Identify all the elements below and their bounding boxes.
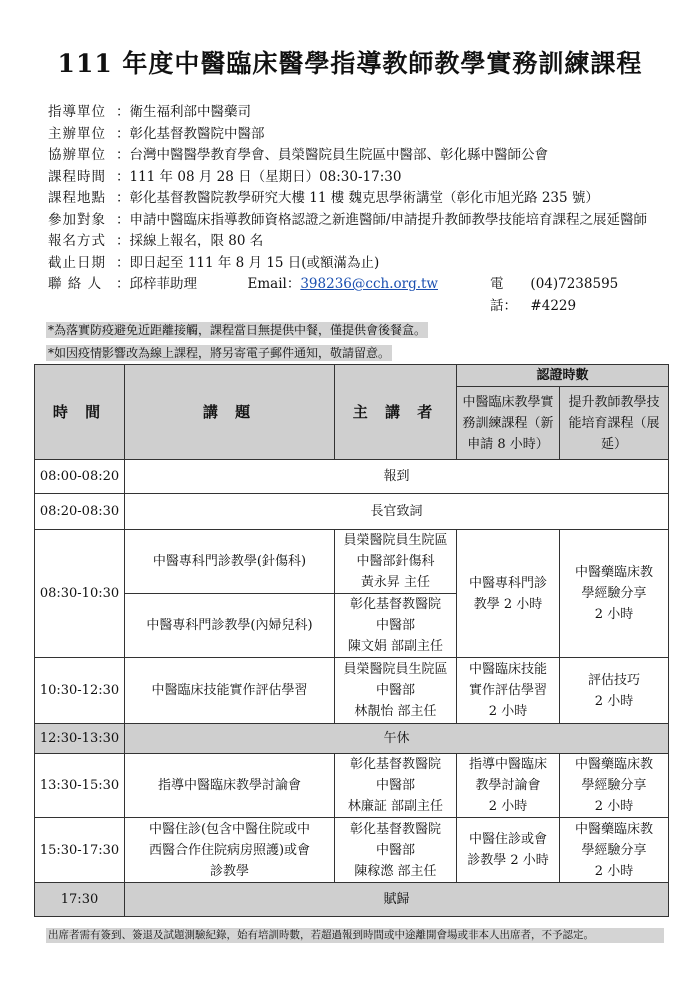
info-row: 指導單位 ： 衛生福利部中醫藥司 <box>48 102 668 124</box>
info-label: 參加對象 <box>48 211 106 228</box>
info-label: 課程地點 <box>48 190 106 206</box>
row-topic: 長官致詞 <box>125 494 669 530</box>
info-row: 課程地點 ： 彰化基督教醫院教學研究大樓 11 樓 魏克思學術講堂（彰化市旭光路 235 號） <box>48 188 668 210</box>
row-topic: 中醫專科門診教學(內婦兒科) <box>125 594 335 658</box>
info-label: 報名方式 <box>48 233 106 249</box>
row-cert-extend: 中醫藥臨床教 學經驗分享 2 小時 <box>560 754 669 818</box>
header-cert-hours: 認證時數 <box>457 365 669 387</box>
info-label: 指導單位 <box>48 104 106 120</box>
row-speaker: 彰化基督教醫院 中醫部 陳文娟 部副主任 <box>335 594 457 658</box>
header-cert-extend: 提升教師教學技能培育課程（展延） <box>560 387 669 460</box>
row-topic: 報到 <box>125 460 669 494</box>
phone-number: (04)7238595 #4229 <box>530 276 619 314</box>
row-cert-new: 指導中醫臨床 教學討論會 2 小時 <box>457 754 560 818</box>
note-online: *如因疫情影響改為線上課程，將另寄電子郵件通知，敬請留意。 <box>48 346 391 360</box>
info-label: 協辦單位 <box>48 147 106 163</box>
note-no-lunch: *為落實防疫避免近距離接觸，課程當日無提供中餐，僅提供會後餐盒。 <box>48 323 427 337</box>
footer-note: 出席者需有簽到、簽退及試題測驗紀錄，始有培訓時數，若超過報到時間或中途離開會場或非本人出席者，不予認定。 <box>46 928 664 943</box>
info-value: 彰化基督教醫院教學研究大樓 11 樓 魏克思學術講堂（彰化市旭光路 235 號） <box>129 190 599 206</box>
table-row <box>35 883 669 917</box>
table-row <box>35 818 669 883</box>
contact-label: 聯 絡 人 <box>48 276 103 292</box>
info-value: 彰化基督教醫院中醫部 <box>129 125 265 142</box>
table-row <box>35 724 669 754</box>
info-value: 111 年 08 月 28 日（星期日）08:30-17:30 <box>129 168 402 185</box>
row-speaker: 彰化基督教醫院 中醫部 陳稼滺 部主任 <box>335 818 457 883</box>
info-label: 課程時間 <box>48 168 106 185</box>
email-label: Email： <box>247 276 301 292</box>
info-value: 申請中醫臨床指導教師資格認證之新進醫師/申請提升教師教學技能培育課程之展延醫師 <box>129 211 648 228</box>
table-row <box>35 460 669 494</box>
header-time: 時 間 <box>35 365 125 460</box>
table-row <box>35 530 669 594</box>
row-cert-new: 中醫臨床技能 實作評估學習 2 小時 <box>457 658 560 724</box>
info-row: 參加對象 ： 申請中醫臨床指導教師資格認證之新進醫師/申請提升教師教學技能培育課程之展延醫師 <box>48 210 668 232</box>
contact-name: 邱梓菲助理 <box>129 276 197 292</box>
table-row <box>35 494 669 530</box>
page-title: 111 年度中醫臨床醫學指導教師教學實務訓練課程 <box>57 49 643 78</box>
header-speaker: 主 講 者 <box>335 365 457 460</box>
header-topic: 講 題 <box>125 365 335 460</box>
row-speaker: 員榮醫院員生院區 中醫部針傷科 黃永昇 主任 <box>335 530 457 594</box>
row-time: 08:00-08:20 <box>35 460 125 494</box>
row-cert-extend: 評估技巧 2 小時 <box>560 658 669 724</box>
row-cert-extend: 中醫藥臨床教 學經驗分享 2 小時 <box>560 530 669 658</box>
table-row <box>35 658 669 724</box>
row-speaker: 員榮醫院員生院區 中醫部 林靚怡 部主任 <box>335 658 457 724</box>
row-cert-extend: 中醫藥臨床教 學經驗分享 2 小時 <box>560 818 669 883</box>
row-topic: 賦歸 <box>125 883 669 917</box>
row-time: 12:30-13:30 <box>35 724 125 754</box>
row-time: 10:30-12:30 <box>35 658 125 724</box>
row-cert-new: 中醫專科門診 教學 2 小時 <box>457 530 560 658</box>
info-row: 截止日期 ： 即日起至 111 年 8 月 15 日(或額滿為止) <box>48 253 668 275</box>
row-speaker: 彰化基督教醫院 中醫部 林廉証 部副主任 <box>335 754 457 818</box>
schedule-table <box>34 364 669 917</box>
row-topic: 指導中醫臨床教學討論會 <box>125 754 335 818</box>
header-cert-new: 中醫臨床教學實務訓練課程（新申請 8 小時） <box>457 387 560 460</box>
row-topic: 中醫臨床技能實作評估學習 <box>125 658 335 724</box>
info-value: 衛生福利部中醫藥司 <box>129 104 251 120</box>
row-time: 08:30-10:30 <box>35 530 125 658</box>
table-row <box>35 754 669 818</box>
course-info <box>48 102 668 317</box>
email-link[interactable]: 398236@cch.org.tw <box>300 276 438 292</box>
contact-row: 聯 絡 人 ： 邱梓菲助理 Email： 398236@cch.org.tw 電話： (04)7238595 #4229 <box>48 274 668 317</box>
info-value: 採線上報名，限 80 名 <box>129 233 264 249</box>
row-topic: 中醫專科門診教學(針傷科) <box>125 530 335 594</box>
row-time: 13:30-15:30 <box>35 754 125 818</box>
info-row: 協辦單位 ： 台灣中醫醫學教育學會、員榮醫院員生院區中醫部、彰化縣中醫師公會 <box>48 145 668 167</box>
phone-label: 電話： <box>489 276 517 314</box>
info-label: 截止日期 <box>48 254 106 271</box>
info-label: 主辦單位 <box>48 125 106 142</box>
row-topic: 午休 <box>125 724 669 754</box>
info-row: 主辦單位 ： 彰化基督教醫院中醫部 <box>48 124 668 146</box>
row-cert-new: 中醫住診或會 診教學 2 小時 <box>457 818 560 883</box>
info-value: 即日起至 111 年 8 月 15 日(或額滿為止) <box>129 254 380 271</box>
info-row: 報名方式 ： 採線上報名，限 80 名 <box>48 231 668 253</box>
info-row: 課程時間 ： 111 年 08 月 28 日（星期日）08:30-17:30 <box>48 167 668 189</box>
row-time: 15:30-17:30 <box>35 818 125 883</box>
info-value: 台灣中醫醫學教育學會、員榮醫院員生院區中醫部、彰化縣中醫師公會 <box>129 147 548 163</box>
row-time: 08:20-08:30 <box>35 494 125 530</box>
row-topic: 中醫住診(包含中醫住院或中 西醫合作住院病房照護)或會 診教學 <box>125 818 335 883</box>
row-time: 17:30 <box>35 883 125 917</box>
